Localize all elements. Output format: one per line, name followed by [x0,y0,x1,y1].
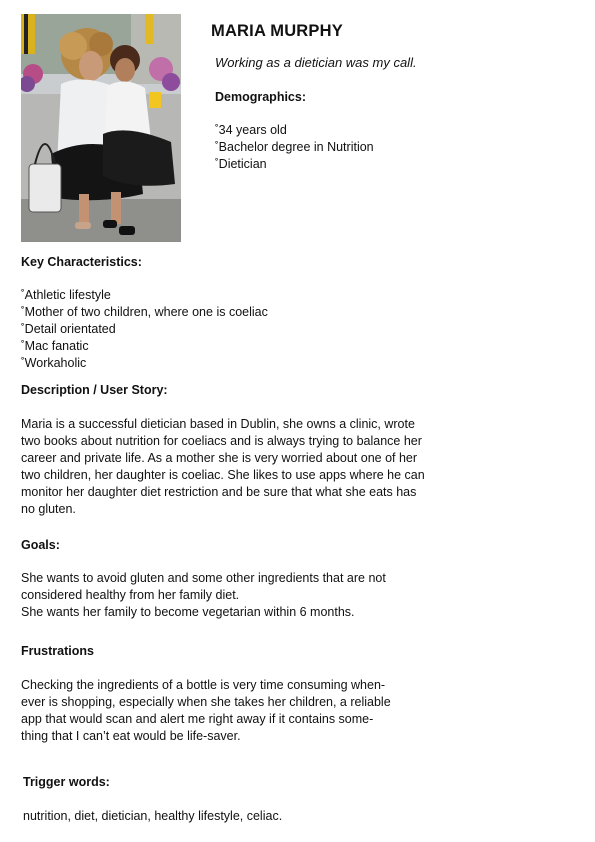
trigger-words-title: Trigger words: [23,775,110,789]
frustrations-line: Checking the ingredients of a bottle is very time consuming when- [21,678,386,692]
trigger-words-text: nutrition, diet, dietician, healthy lifestyle, celiac. [23,809,283,823]
key-characteristics-list [21,287,268,372]
key-characteristic-item: ˚ Mac fanatic [21,338,268,355]
persona-quote: Working as a dietician was my call. [215,55,417,70]
description-text [21,416,425,518]
description-line: no gluten. [21,502,76,516]
description-title: Description / User Story: [21,383,168,397]
description-line: Maria is a successful dietician based in Dublin, she owns a clinic, wrote [21,417,415,431]
goals-line: She wants her family to become vegetarian within 6 months. [21,605,355,619]
key-characteristic-item: ˚ Mother of two children, where one is coeliac [21,304,268,321]
key-characteristic-item: ˚ Workaholic [21,355,268,372]
mother-and-daughter-photo [21,14,181,242]
demographics-item: ˚ Dietician [215,156,374,173]
description-line: two books about nutrition for coeliacs and is always trying to balance her [21,434,422,448]
frustrations-line: app that would scan and alert me right away if it contains some- [21,712,374,726]
description-line: two children, her daughter is coeliac. She likes to use apps where he can [21,468,425,482]
description-line: monitor her daughter diet restriction and be sure that what she eats has [21,485,417,499]
key-characteristic-item: ˚ Athletic lifestyle [21,287,268,304]
persona-name: MARIA MURPHY [211,22,343,40]
goals-text [21,570,386,621]
frustrations-text [21,677,391,745]
demographics-title: Demographics: [215,90,306,104]
key-characteristic-item: ˚ Detail orientated [21,321,268,338]
demographics-item: ˚ 34 years old [215,122,374,139]
goals-title: Goals: [21,538,60,552]
demographics-list [215,122,374,173]
goals-line: She wants to avoid gluten and some other ingredients that are not [21,571,386,585]
persona-photo [21,14,181,242]
demographics-item: ˚ Bachelor degree in Nutrition [215,139,374,156]
frustrations-title: Frustrations [21,644,94,658]
goals-line: considered healthy from her family diet. [21,588,240,602]
key-characteristics-title: Key Characteristics: [21,255,142,269]
frustrations-line: ever is shopping, especially when she takes her children, a reliable [21,695,391,709]
description-line: career and private life. As a mother she is very worried about one of her [21,451,418,465]
frustrations-line: thing that I can’t eat would be life-saver. [21,729,241,743]
